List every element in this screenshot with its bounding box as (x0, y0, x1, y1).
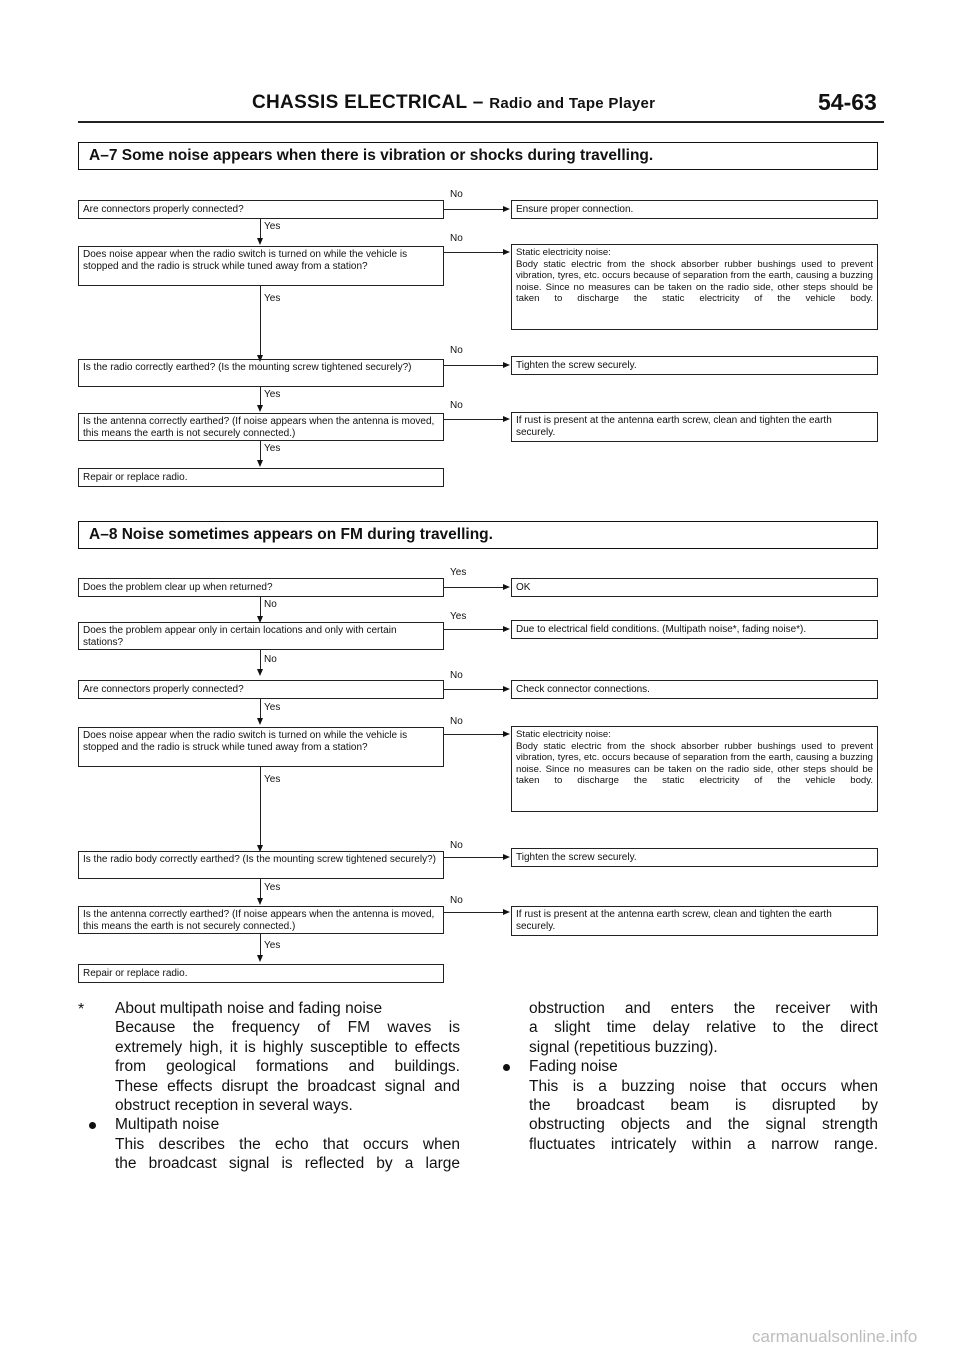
fading-line: fluctuates intricately within a narrow range. (529, 1135, 878, 1153)
a8-q6-down-label: Yes (264, 940, 281, 951)
a7-a2-text: Body static electric from the shock absorber rubber bushings used to prevent vibration, tyres, etc. occurs because of separation from the earth, causing a buzzing noise. Since no measures can be taken on the radio side, other steps should be taken to discharge the static electricity of the vehicle body. (516, 258, 873, 305)
multipath-line: obstruction and enters the receiver with (529, 1000, 878, 1017)
multipath-line: the broadcast signal is reflected by a large (115, 1155, 460, 1173)
a7-a4: If rust is present at the antenna earth screw, clean and tighten the earth securely. (511, 412, 878, 442)
multipath-bullet-item (115, 1115, 460, 1134)
footnote-line: Because the frequency of FM waves is (115, 1019, 460, 1037)
bullet-dot (503, 1064, 510, 1071)
a7-q1-no-label: No (450, 189, 463, 200)
a8-q1-branch-label: Yes (450, 567, 467, 578)
multipath-line: This describes the echo that occurs when (115, 1135, 460, 1153)
a7-a2-title: Static electricity noise: (516, 247, 611, 258)
a8-a1: OK (511, 578, 878, 597)
a7-q1-yes-label: Yes (264, 221, 281, 232)
a8-a2: Due to electrical field conditions. (Multipath noise*, fading noise*). (511, 620, 878, 639)
page-number: 54-63 (818, 89, 877, 115)
a8-q1: Does the problem clear up when returned? (78, 578, 444, 597)
footnote-heading: About multipath noise and fading noise (115, 1000, 383, 1017)
header-dash: – (472, 92, 484, 113)
footnote-line: obstruct reception in several ways. (115, 1097, 353, 1115)
a8-q6-branch-label: No (450, 895, 463, 906)
a8-q2: Does the problem appear only in certain locations and only with certain stations? (78, 622, 444, 650)
a7-q4-yes-label: Yes (264, 443, 281, 454)
section-a8-title: A–8 Noise sometimes appears on FM during travelling. (78, 521, 878, 549)
a8-final: Repair or replace radio. (78, 964, 444, 983)
footnote-line: extremely high, it is highly susceptible to effects (115, 1038, 460, 1056)
a8-q5: Is the radio body correctly earthed? (Is the mounting screw tightened securely?) (78, 851, 444, 879)
footnote-right-column (529, 999, 878, 1154)
a7-q2-no-label: No (450, 233, 463, 244)
page-header-title (252, 92, 655, 114)
a7-q1: Are connectors properly connected? (78, 200, 444, 219)
a7-a3: Tighten the screw securely. (511, 356, 878, 375)
a8-q5-branch-label: No (450, 840, 463, 851)
a7-q2: Does noise appear when the radio switch is turned on while the vehicle is stopped and the radio is struck while tuned away from a station? (78, 246, 444, 286)
a8-q5-down-label: Yes (264, 882, 281, 893)
a7-q2-yes-label: Yes (264, 293, 281, 304)
a7-q4-no-label: No (450, 400, 463, 411)
footnote-line: These effects disrupt the broadcast signal and (115, 1077, 460, 1095)
a7-a1: Ensure proper connection. (511, 200, 878, 219)
fading-bullet-item (529, 1057, 878, 1076)
fading-line: obstructing objects and the signal strength (529, 1116, 878, 1134)
a8-a6: If rust is present at the antenna earth screw, clean and tighten the earth securely. (511, 906, 878, 936)
a8-q3: Are connectors properly connected? (78, 680, 444, 699)
a8-q4-branch-label: No (450, 716, 463, 727)
header-title-text: CHASSIS ELECTRICAL (252, 92, 468, 113)
fading-line: the broadcast beam is disrupted by (529, 1097, 878, 1115)
a8-q3-branch-label: No (450, 670, 463, 681)
a8-q4: Does noise appear when the radio switch is turned on while the vehicle is stopped and the radio is struck while tuned away from a station? (78, 727, 444, 767)
a8-a4-text: Body static electric from the shock absorber rubber bushings used to prevent vibration, tyres, etc. occurs because of separation from the earth, causing a buzzing noise. Since no measures can be taken on the radio side, other steps should be taken to discharge the static electricity of the vehicle body. (516, 740, 873, 787)
footnote-line: from geological formations and buildings. (115, 1058, 460, 1076)
a8-q1-down-label: No (264, 599, 277, 610)
header-rule (78, 121, 884, 123)
multipath-line: a slight time delay relative to the direct (529, 1019, 878, 1037)
a7-final: Repair or replace radio. (78, 468, 444, 487)
a8-q2-branch-label: Yes (450, 611, 467, 622)
a8-q2-down-label: No (264, 654, 277, 665)
a7-a2 (511, 244, 878, 330)
footnote-left-column (115, 999, 460, 1174)
a8-q4-down-label: Yes (264, 774, 281, 785)
footnote-star: * (78, 1001, 85, 1018)
watermark: carmanualsonline.info (752, 1327, 918, 1346)
a7-q3-yes-label: Yes (264, 389, 281, 400)
a8-a4-title: Static electricity noise: (516, 729, 611, 740)
a7-q3: Is the radio correctly earthed? (Is the mounting screw tightened securely?) (78, 359, 444, 387)
multipath-line: signal (repetitious buzzing). (529, 1038, 718, 1056)
fading-title: Fading noise (529, 1058, 618, 1076)
a8-a4 (511, 726, 878, 812)
section-a7-title: A–7 Some noise appears when there is vibration or shocks during travelling. (78, 142, 878, 170)
bullet-dot (89, 1122, 96, 1129)
a8-q6: Is the antenna correctly earthed? (If noise appears when the antenna is moved, this means the earth is not securely connected.) (78, 906, 444, 934)
a7-q4: Is the antenna correctly earthed? (If noise appears when the antenna is moved, this means the earth is not securely connected.) (78, 413, 444, 441)
a8-a3: Check connector connections. (511, 680, 878, 699)
header-subtitle: Radio and Tape Player (489, 95, 656, 112)
a8-q3-down-label: Yes (264, 702, 281, 713)
multipath-title: Multipath noise (115, 1116, 220, 1134)
a7-q3-no-label: No (450, 345, 463, 356)
fading-line: This is a buzzing noise that occurs when (529, 1077, 878, 1095)
a8-a5: Tighten the screw securely. (511, 848, 878, 867)
